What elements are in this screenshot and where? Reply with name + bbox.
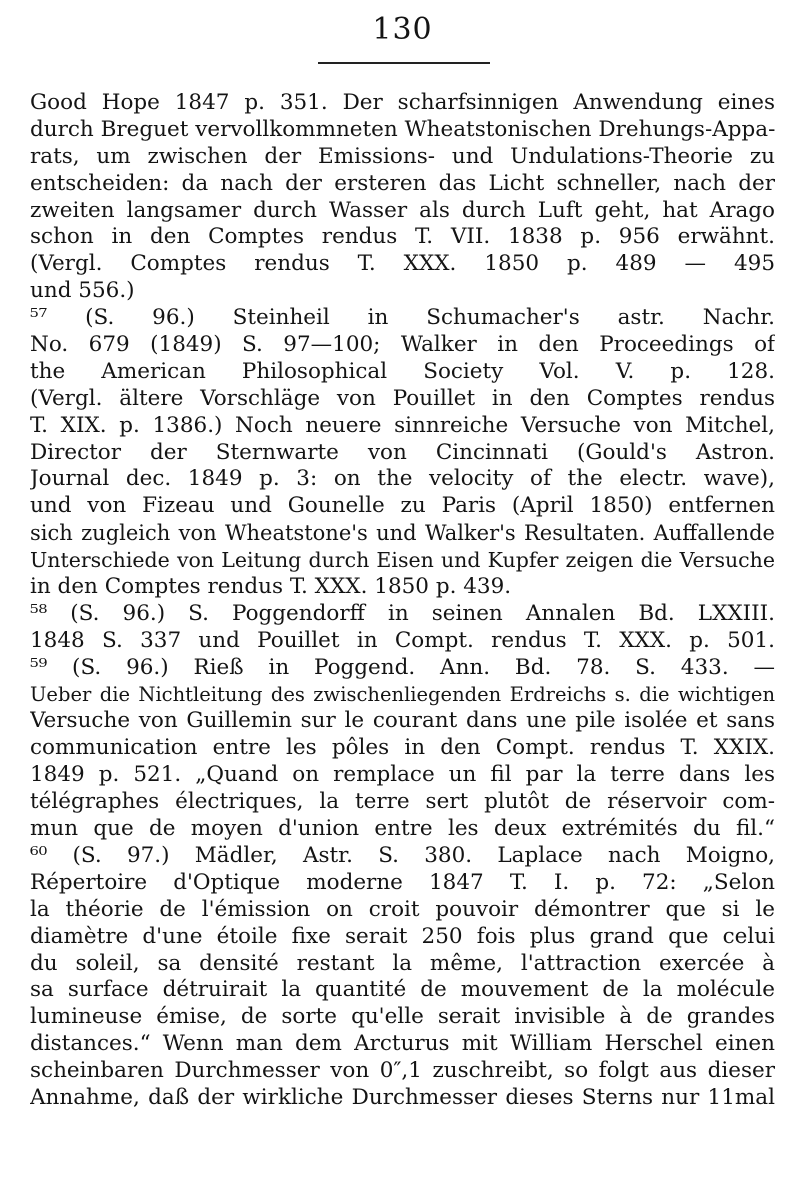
- text-line: T. XIX. p. 1386.) Noch neuere sinnreiche Versuche von Mitchel,: [30, 412, 775, 438]
- text-line: in den Comptes rendus T. XXX. 1850 p. 439.: [30, 574, 512, 600]
- text-line: Répertoire d'Optique moderne 1847 T. I. p. 72: „Selon: [30, 869, 775, 895]
- text-line: ⁵⁷ (S. 96.) Steinheil in Schumacher's astr. Nachr.: [30, 305, 775, 331]
- text-line: durch Breguet vervollkommneten Wheatstonischen Drehungs-Appa-: [30, 116, 775, 142]
- text-line: zweiten langsamer durch Wasser als durch Luft geht, hat Arago: [30, 197, 775, 223]
- text-line: schon in den Comptes rendus T. VII. 1838 p. 956 erwähnt.: [30, 224, 775, 250]
- text-line: Unterschiede von Leitung durch Eisen und Kupfer zeigen die Versuche: [30, 548, 775, 573]
- text-line: Journal dec. 1849 p. 3: on the velocity of the electr. wave),: [30, 466, 775, 492]
- text-line: (Vergl. Comptes rendus T. XXX. 1850 p. 489 — 495: [30, 251, 775, 277]
- text-line: the American Philosophical Society Vol. V. p. 128.: [30, 358, 775, 384]
- text-line: ⁶⁰ (S. 97.) Mädler, Astr. S. 380. Laplace nach Moigno,: [30, 842, 775, 868]
- text-line: du soleil, sa densité restant la même, l'attraction exercée à: [30, 950, 775, 976]
- text-line: sa surface détruirait la quantité de mouvement de la molécule: [30, 977, 775, 1003]
- text-line: ⁵⁹ (S. 96.) Rieß in Poggend. Ann. Bd. 78. S. 433. —: [30, 654, 775, 680]
- text-line: 1849 p. 521. „Quand on remplace un fil par la terre dans les: [30, 762, 775, 788]
- page-number: 130: [372, 12, 433, 47]
- text-line: Good Hope 1847 p. 351. Der scharfsinnigen Anwendung eines: [30, 90, 775, 115]
- text-line: (Vergl. ältere Vorschläge von Pouillet in den Comptes rendus: [30, 385, 775, 411]
- header-rule: [318, 62, 490, 64]
- text-line: und 556.): [30, 278, 135, 304]
- text-line: lumineuse émise, de sorte qu'elle serait invisible à de grandes: [30, 1004, 775, 1030]
- text-line: la théorie de l'émission on croit pouvoir démontrer que si le: [30, 896, 775, 922]
- text-line: entscheiden: da nach der ersteren das Licht schneller, nach der: [30, 170, 775, 196]
- text-line: mun que de moyen d'union entre les deux extrémités du fil.“: [30, 816, 775, 842]
- text-line: scheinbaren Durchmesser von 0″,1 zuschreibt, so folgt aus dieser: [30, 1058, 775, 1084]
- text-line: und von Fizeau und Gounelle zu Paris (April 1850) entfernen: [30, 493, 775, 519]
- text-line: distances.“ Wenn man dem Arcturus mit William Herschel einen: [30, 1031, 775, 1057]
- text-line: télégraphes électriques, la terre sert plutôt de réservoir com-: [30, 789, 775, 815]
- text-line: ⁵⁸ (S. 96.) S. Poggendorff in seinen Annalen Bd. LXXIII.: [30, 600, 775, 626]
- text-line: diamètre d'une étoile fixe serait 250 fois plus grand que celui: [30, 923, 775, 949]
- text-line: Versuche von Guillemin sur le courant dans une pile isolée et sans: [30, 708, 775, 734]
- footnotes-text: [30, 90, 775, 1112]
- text-line: rats, um zwischen der Emissions- und Undulations-Theorie zu: [30, 143, 775, 169]
- text-line: No. 679 (1849) S. 97—100; Walker in den Proceedings of: [30, 332, 775, 358]
- text-line: Ueber die Nichtleitung des zwischenliegenden Erdreichs s. die wichtigen: [30, 682, 775, 706]
- text-line: Annahme, daß der wirkliche Durchmesser dieses Sterns nur 11mal: [30, 1084, 775, 1110]
- text-line: 1848 S. 337 und Pouillet in Compt. rendus T. XXX. p. 501.: [30, 627, 775, 653]
- text-line: Director der Sternwarte von Cincinnati (Gould's Astron.: [30, 439, 775, 465]
- text-line: communication entre les pôles in den Compt. rendus T. XXIX.: [30, 735, 775, 761]
- text-line: sich zugleich von Wheatstone's und Walker's Resultaten. Auffallende: [30, 521, 775, 546]
